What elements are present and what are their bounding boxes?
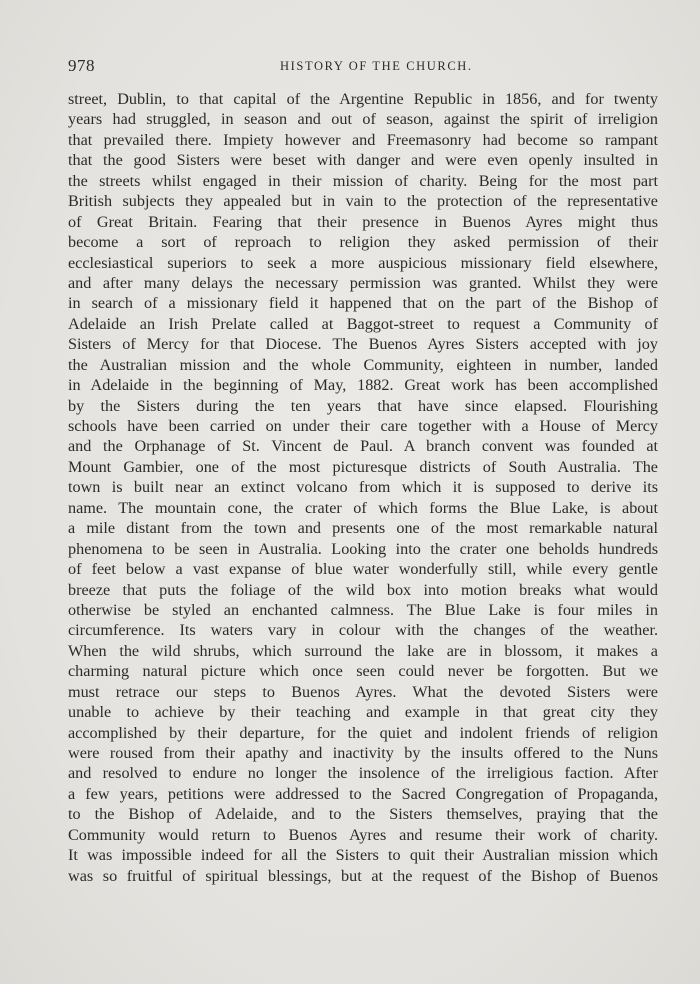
text-line: Adelaide an Irish Prelate called at Baggot-street to request a Community of <box>68 314 658 333</box>
text-line: breeze that puts the foliage of the wild box into motion breaks what would <box>68 580 658 599</box>
text-line: the streets whilst engaged in their mission of charity. Being for the most part <box>68 171 658 190</box>
text-line: to the Bishop of Adelaide, and to the Sisters themselves, praying that the <box>68 805 658 824</box>
text-line: a mile distant from the town and presents one of the most remarkable natural <box>68 519 658 538</box>
text-line: of feet below a vast expanse of blue water wonderfully still, while every gentle <box>68 560 658 579</box>
text-line: and the Orphanage of St. Vincent de Paul. A branch convent was founded at <box>68 437 658 456</box>
text-line: was so fruitful of spiritual blessings, but at the request of the Bishop of Buenos <box>68 866 658 885</box>
text-line: in search of a missionary field it happened that on the part of the Bishop of <box>68 294 658 313</box>
text-line: charming natural picture which once seen could never be forgotten. But we <box>68 662 658 681</box>
running-head: HISTORY OF THE CHURCH. <box>280 59 473 73</box>
text-line: street, Dublin, to that capital of the Argentine Republic in 1856, and for twenty <box>68 90 658 108</box>
text-line: by the Sisters during the ten years that have since elapsed. Flourishing <box>68 396 658 415</box>
text-line: must retrace our steps to Buenos Ayres. What the devoted Sisters were <box>68 682 658 701</box>
text-line: the Australian mission and the whole Community, eighteen in number, landed <box>68 355 658 374</box>
text-line: When the wild shrubs, which surround the lake are in blossom, it makes a <box>68 641 658 660</box>
text-line: schools have been carried on under their care together with a House of Mercy <box>68 417 658 435</box>
text-line: Community would return to Buenos Ayres and resume their work of charity. <box>68 825 658 844</box>
text-line: British subjects they appealed but in vain to the protection of the representative <box>68 192 658 211</box>
text-line: phenomena to be seen in Australia. Looking into the crater one beholds hundreds <box>68 539 658 558</box>
text-line: in Adelaide in the beginning of May, 1882. Great work has been accomplished <box>68 376 658 395</box>
text-line: that the good Sisters were beset with danger and were even openly insulted in <box>68 151 658 170</box>
text-line: years had struggled, in season and out of season, against the spirit of irreligion <box>68 110 658 129</box>
text-line: become a sort of reproach to religion they asked permission of their <box>68 233 658 252</box>
text-line: name. The mountain cone, the crater of which forms the Blue Lake, is about <box>68 498 658 517</box>
text-line: a few years, petitions were addressed to the Sacred Congregation of Propaganda, <box>68 784 658 803</box>
text-line: Sisters of Mercy for that Diocese. The Buenos Ayres Sisters accepted with joy <box>68 335 658 354</box>
text-line: of Great Britain. Fearing that their presence in Buenos Ayres might thus <box>68 212 658 231</box>
text-line: were roused from their apathy and inactivity by the insults offered to the Nuns <box>68 744 658 762</box>
page-number: 978 <box>68 56 95 75</box>
text-line: otherwise be styled an enchanted calmness. The Blue Lake is four miles in <box>68 600 658 619</box>
text-line: that prevailed there. Impiety however and Freemasonry had become so rampant <box>68 130 658 149</box>
text-line: It was impossible indeed for all the Sisters to quit their Australian mission which <box>68 846 658 865</box>
text-line: accomplished by their departure, for the quiet and indolent friends of religion <box>68 723 658 742</box>
text-line: Mount Gambier, one of the most picturesque districts of South Australia. The <box>68 457 658 476</box>
text-line: circumference. Its waters vary in colour with the changes of the weather. <box>68 621 658 640</box>
text-line: and after many delays the necessary permission was granted. Whilst they were <box>68 273 658 292</box>
text-line: unable to achieve by their teaching and example in that great city they <box>68 703 658 722</box>
text-line: ecclesiastical superiors to seek a more auspicious missionary field elsewhere, <box>68 253 658 272</box>
text-line: and resolved to endure no longer the insolence of the irreligious faction. After <box>68 764 658 783</box>
body-text <box>68 89 658 886</box>
text-line: town is built near an extinct volcano from which it is supposed to derive its <box>68 478 658 497</box>
page-header <box>68 56 658 78</box>
